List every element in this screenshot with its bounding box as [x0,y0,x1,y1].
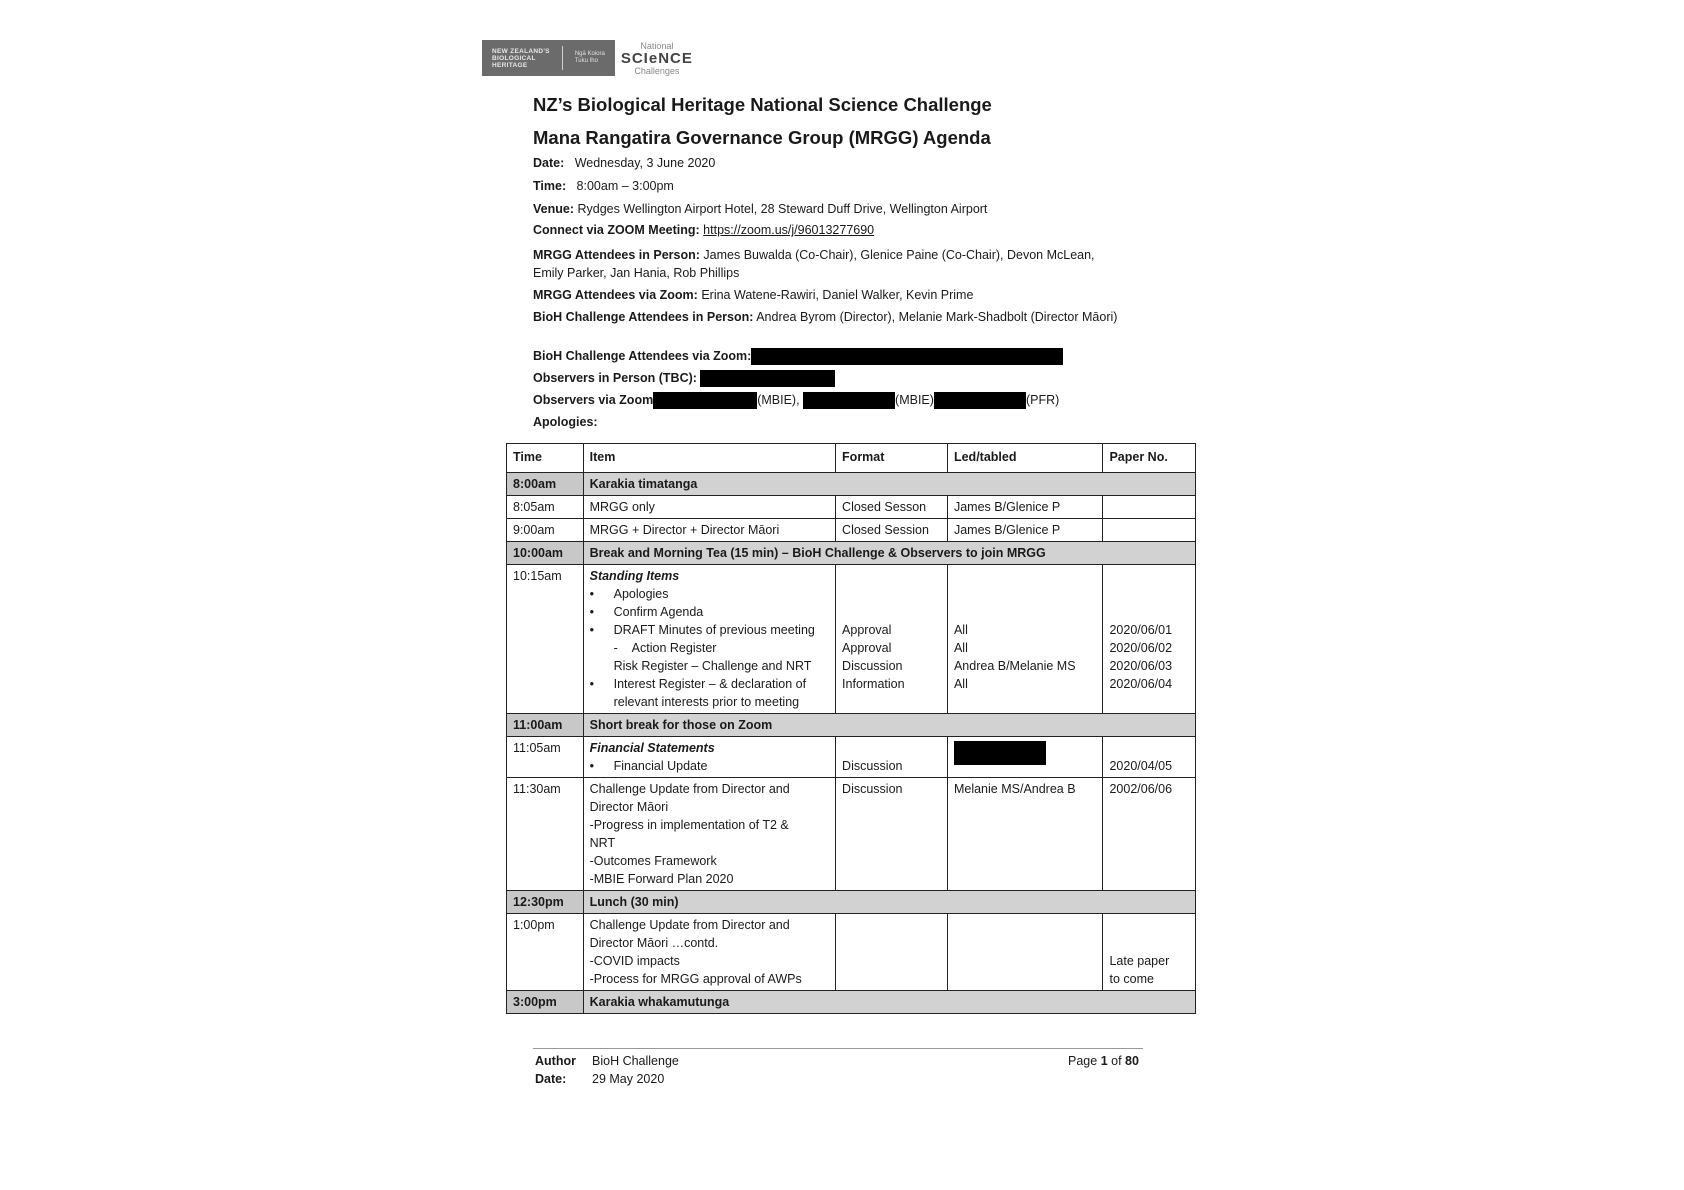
table-row [507,542,1196,565]
sub-item: - Action Register [613,641,717,655]
time-cell: 9:00am [507,519,584,542]
time-cell: 8:00am [507,473,584,496]
redaction-bar [934,392,1026,409]
table-row [507,496,1196,519]
item-cell: Karakia whakamutunga [583,991,1195,1014]
list-item [590,675,829,693]
meta-bioh-person [533,308,1123,326]
logo-text: NEW ZEALAND'S [492,47,550,55]
format-value: Approval [842,641,892,655]
list-item [590,757,829,775]
footer-date [535,1070,679,1088]
paper-cell [1103,565,1196,714]
redaction-bar [803,392,895,409]
table-row [507,565,1196,714]
meta-value: (MBIE) [895,393,934,407]
bioh-logo [482,40,693,76]
item-line: Challenge Update from Director and [589,782,790,796]
meta-label: Connect via ZOOM Meeting: [533,223,700,237]
list-item-continuation: relevant interests prior to meeting [613,695,800,709]
time-cell: 8:05am [507,496,584,519]
agenda-title: Mana Rangatira Governance Group (MRGG) Agenda [533,127,991,148]
meta-value: Rydges Wellington Airport Hotel, 28 Steward Duff Drive, Wellington Airport [577,202,988,216]
meta-bioh-zoom [533,347,1123,365]
table-row [507,991,1196,1014]
item-line: -MBIE Forward Plan 2020 [589,872,734,886]
item-cell: MRGG only [583,496,835,519]
table-row [507,737,1196,778]
footer-label: Author [535,1054,576,1068]
spacer [842,739,941,757]
meta-label: Venue: [533,202,574,216]
item-cell: Karakia timatanga [583,473,1195,496]
time-cell: 12:30pm [507,891,584,914]
item-line: Challenge Update from Director and [589,918,790,932]
meta-observers-person [533,369,1123,387]
section-heading: Financial Statements [589,741,715,755]
paper-value: 2020/06/04 [1109,677,1173,691]
format-cell: Discussion [836,778,948,891]
meta-label: Date: [533,156,565,170]
led-value: All [953,641,968,655]
footer-divider [533,1048,1143,1049]
logo-text: National [640,40,674,51]
meta-apologies [533,413,1123,431]
time-cell: 10:15am [507,565,584,714]
format-cell: Closed Session [836,519,948,542]
list-item [590,585,829,603]
bullet-icon: • [589,623,594,637]
header-paper: Paper No. [1103,444,1196,473]
logo-text: SCIeNCE [620,49,693,67]
meta-label: MRGG Attendees in Person: [533,248,700,262]
section-heading: Standing Items [589,569,680,583]
item-line: -Process for MRGG approval of AWPs [589,972,802,986]
led-cell: Melanie MS/Andrea B [947,778,1103,891]
item-cell [583,778,835,891]
paper-value: 2020/06/01 [1109,623,1173,637]
meta-value: (MBIE), [757,393,800,407]
meta-time [533,177,1123,195]
meta-date [533,154,1123,172]
time-cell: 10:00am [507,542,584,565]
bullet-icon: • [589,677,594,691]
meta-value: Erina Watene-Rawiri, Daniel Walker, Kevin Prime [701,288,974,302]
agenda-table [506,443,1196,1014]
item-cell: MRGG + Director + Director Māori [583,519,835,542]
logo-text: HERITAGE [492,61,528,69]
bullet-icon: • [589,605,594,619]
list-item-label: Interest Register – & declaration of [613,677,807,691]
time-cell: 3:00pm [507,991,584,1014]
logo-divider [562,46,563,70]
meta-zoom [533,221,1123,239]
meta-label: Apologies: [533,415,598,429]
item-line: -COVID impacts [589,954,680,968]
meta-label: Observers in Person (TBC): [533,371,697,385]
led-value: All [953,677,968,691]
paper-value: 2020/06/02 [1109,641,1173,655]
sub-item: Risk Register – Challenge and NRT [613,659,812,673]
time-cell: 11:05am [507,737,584,778]
list-item [590,621,829,639]
format-cell [836,914,948,991]
sub-item-label: Action Register [631,641,717,655]
redaction-bar [751,348,1063,365]
paper-cell [1103,737,1196,778]
redaction-bar [700,370,835,387]
logo-text: Ngā Koiora [574,51,605,57]
format-value: Approval [842,623,892,637]
bullet-icon: • [589,587,594,601]
table-header-row [507,444,1196,473]
item-line: -Progress in implementation of T2 & [589,818,789,832]
spacer [842,567,941,621]
paper-cell [1103,496,1196,519]
table-row [507,914,1196,991]
table-row [507,473,1196,496]
page-of: of [1111,1054,1122,1068]
list-item [590,603,829,621]
list-item-label: DRAFT Minutes of previous meeting [613,623,815,637]
meta-observers-zoom [533,391,1123,409]
nsc-logo [621,41,693,76]
footer-value: 29 May 2020 [592,1072,665,1086]
document-title: NZ’s Biological Heritage National Science Challenge [533,94,992,115]
spacer [1109,916,1189,952]
meta-value: (PFR) [1025,393,1060,407]
page-number [1068,1054,1139,1068]
item-cell [583,565,835,714]
logo-text: Tuku Iho [574,58,598,64]
meta-mrgg-zoom [533,286,1123,304]
meta-label: Observers via Zoom [533,393,654,407]
redaction-bar [954,741,1046,765]
format-value: Discussion [842,659,903,673]
list-item-label: Apologies [613,587,669,601]
list-item-label: Confirm Agenda [613,605,704,619]
table-row [507,519,1196,542]
logo-badge [482,40,615,76]
page-current: 1 [1100,1054,1108,1068]
header-format: Format [836,444,948,473]
meta-value: Andrea Byrom (Director), Melanie Mark-Shadbolt (Director Māori) [756,310,1118,324]
bullet-icon: • [589,759,594,773]
item-line: Director Māori …contd. [589,936,719,950]
redaction-bar [653,392,757,409]
item-cell [583,914,835,991]
spacer [1109,739,1189,757]
meta-venue [533,200,1123,218]
zoom-link[interactable]: https://zoom.us/j/96013277690 [703,223,875,237]
format-value: Discussion [842,759,903,773]
item-cell: Short break for those on Zoom [583,714,1195,737]
meta-value: Wednesday, 3 June 2020 [574,156,716,170]
meta-label: BioH Challenge Attendees in Person: [533,310,754,324]
paper-value: 2020/06/03 [1109,659,1173,673]
footer-label: Date: [535,1072,567,1086]
format-cell: Closed Sesson [836,496,948,519]
table-row [507,891,1196,914]
footer-value: BioH Challenge [592,1054,679,1068]
table-row [507,778,1196,891]
meta-value: James Buwalda (Co-Chair), Glenice Paine (Co-Chair), Devon McLean, Emily Parker, Jan Hania, Rob Phillips [533,248,1095,280]
logo-text: Challenges [634,65,680,76]
time-cell: 11:30am [507,778,584,891]
paper-value: 2020/04/05 [1109,759,1173,773]
led-cell: James B/Glenice P [947,519,1103,542]
spacer [1109,567,1189,621]
led-cell [947,737,1103,778]
time-cell: 11:00am [507,714,584,737]
format-value: Information [842,677,905,691]
header-time: Time [507,444,584,473]
led-cell [947,914,1103,991]
paper-cell [1103,519,1196,542]
led-value: All [953,623,968,637]
time-cell: 1:00pm [507,914,584,991]
paper-value: to come [1109,972,1154,986]
footer-author [535,1052,679,1070]
format-cell [836,737,948,778]
spacer [954,567,1097,621]
item-line: NRT [589,836,616,850]
page-total: 80 [1125,1054,1139,1068]
meta-value: 8:00am – 3:00pm [576,179,674,193]
item-line: Director Māori [589,800,669,814]
led-cell [947,565,1103,714]
paper-cell [1103,914,1196,991]
meta-label: MRGG Attendees via Zoom: [533,288,698,302]
led-value: Andrea B/Melanie MS [953,659,1076,673]
item-cell: Lunch (30 min) [583,891,1195,914]
format-cell [836,565,948,714]
meta-mrgg-person [533,246,1123,282]
paper-value: Late paper [1109,954,1170,968]
list-item-label: Financial Update [613,759,708,773]
meta-label: Time: [533,179,567,193]
logo-text: BIOLOGICAL [492,54,536,62]
led-cell: James B/Glenice P [947,496,1103,519]
item-line: -Outcomes Framework [589,854,717,868]
paper-cell: 2002/06/06 [1103,778,1196,891]
table-row [507,714,1196,737]
footer [535,1052,679,1088]
header-led: Led/tabled [947,444,1103,473]
header-item: Item [583,444,835,473]
item-cell [583,737,835,778]
page-prefix: Page [1068,1054,1098,1068]
item-cell: Break and Morning Tea (15 min) – BioH Challenge & Observers to join MRGG [583,542,1195,565]
meta-label: BioH Challenge Attendees via Zoom: [533,349,752,363]
